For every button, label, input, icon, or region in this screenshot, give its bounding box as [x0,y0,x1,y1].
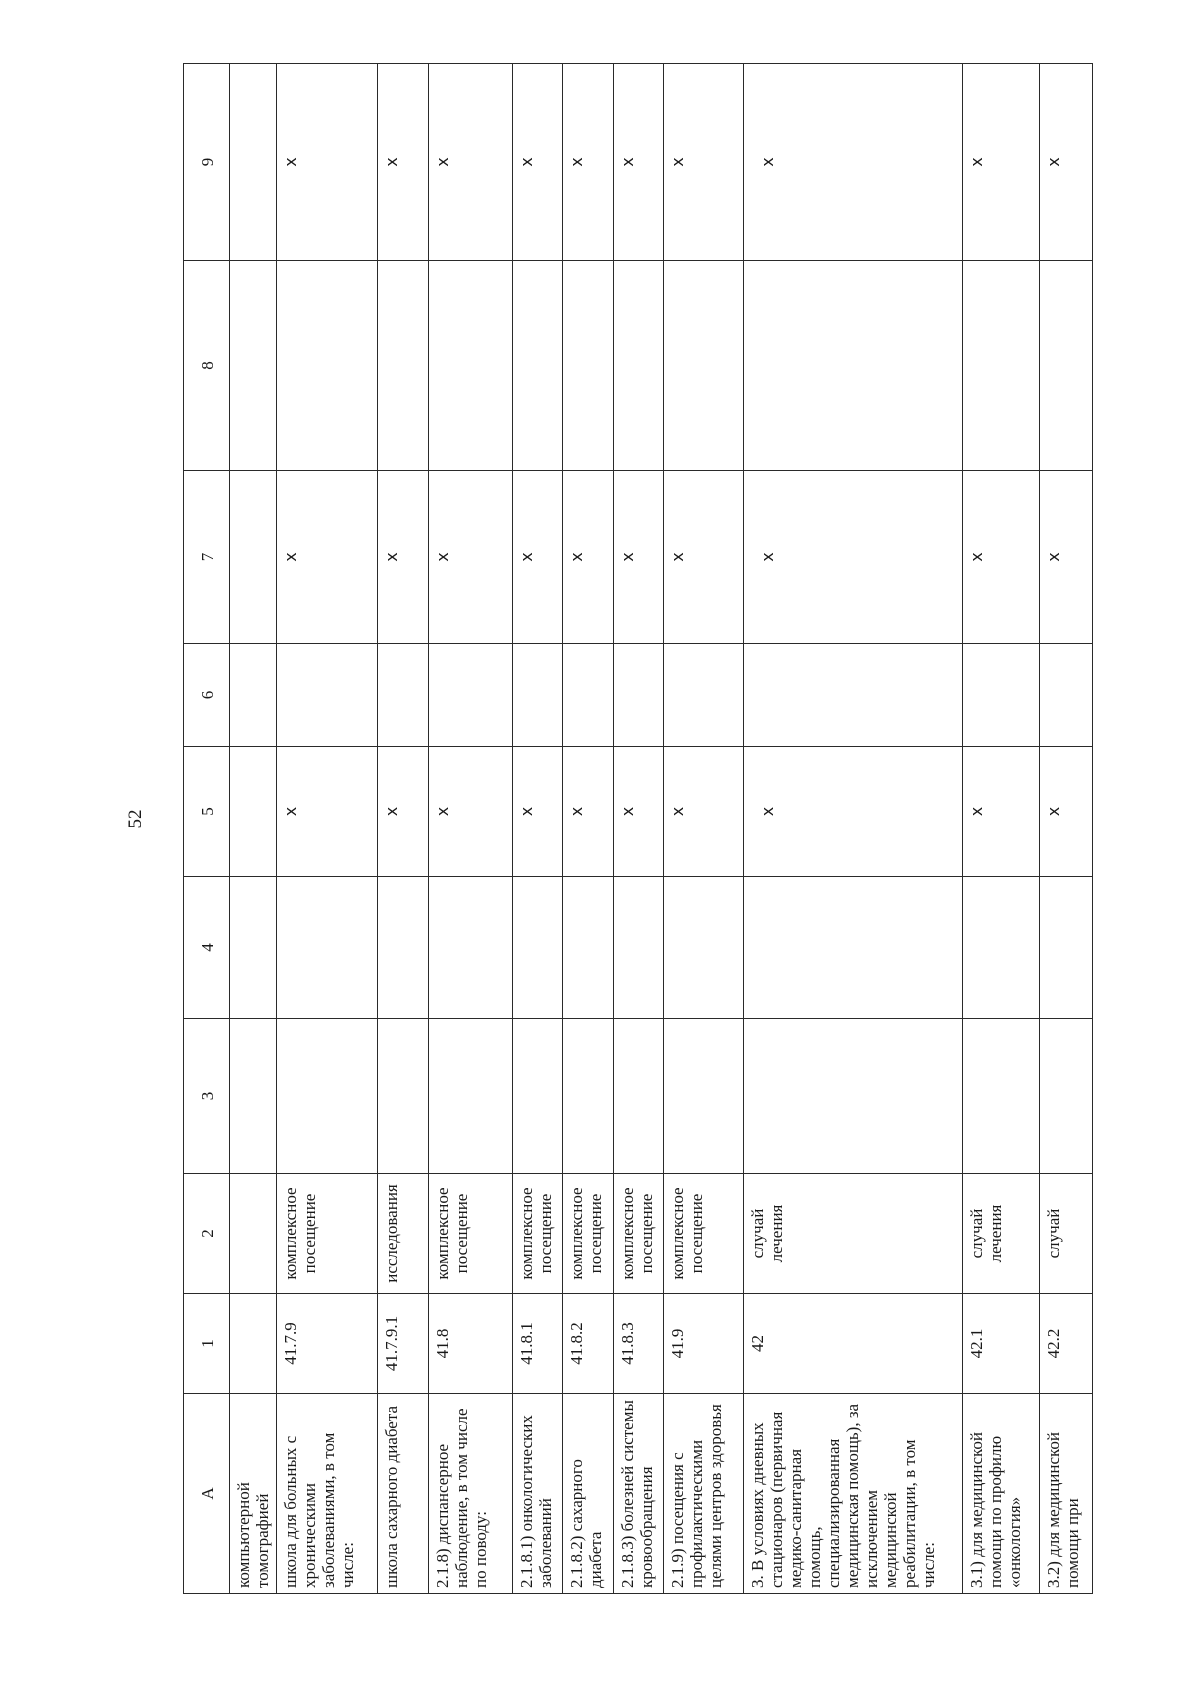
cell-6 [613,644,663,747]
row-code: 41.8.2 [563,1294,613,1394]
cell-5 [613,747,663,877]
cell-mark: х [382,552,402,562]
row-code: 42.2 [1040,1294,1093,1394]
cell-7 [378,471,428,644]
cell-mark: х [516,157,536,167]
row-code: 41.8 [428,1294,512,1394]
cell-8 [1040,261,1093,471]
row-code: 41.9 [664,1294,744,1394]
header-row [184,64,230,1594]
cell-6 [277,644,378,747]
rotated-table-container [183,64,1093,1594]
cell-3 [563,1019,613,1174]
row-code: 41.8.3 [613,1294,663,1394]
cell-5 [962,747,1040,877]
row-unit: комплексное посещение [512,1174,562,1294]
table-row [613,64,663,1594]
cell-3 [962,1019,1040,1174]
cell-8 [743,261,962,471]
cell-3 [743,1019,962,1174]
header-cell: 3 [184,1019,230,1174]
cell-4 [428,877,512,1019]
header-cell: 6 [184,644,230,747]
cell-3 [1040,1019,1093,1174]
cell-mark: х [757,157,777,167]
row-label: 2.1.8) диспансерное наблюдение, в том числе по поводу: [428,1394,512,1594]
cell-7 [230,471,277,644]
header-cell: А [184,1394,230,1594]
cell-8 [230,261,277,471]
cell-mark: х [567,157,587,167]
cell-8 [613,261,663,471]
data-table [183,63,1093,1594]
cell-mark: х [281,552,301,562]
cell-4 [230,877,277,1019]
cell-6 [428,644,512,747]
header-cell: 1 [184,1294,230,1394]
cell-9 [613,64,663,261]
cell-7 [962,471,1040,644]
cell-8 [428,261,512,471]
cell-9 [277,64,378,261]
cell-9 [512,64,562,261]
cell-6 [512,644,562,747]
cell-8 [664,261,744,471]
cell-5 [277,747,378,877]
table-row [378,64,428,1594]
row-unit: случай [1040,1174,1093,1294]
cell-5 [378,747,428,877]
cell-6 [664,644,744,747]
header-cell: 5 [184,747,230,877]
cell-3 [428,1019,512,1174]
row-unit: случай лечения [743,1174,962,1294]
row-unit: комплексное посещение [613,1174,663,1294]
cell-5 [512,747,562,877]
table-row [277,64,378,1594]
cell-mark: х [1044,806,1064,817]
cell-mark: х [668,157,688,167]
cell-7 [277,471,378,644]
cell-4 [743,877,962,1019]
cell-4 [613,877,663,1019]
row-label: 2.1.8.2) сахарного диабета [563,1394,613,1594]
cell-mark: х [1044,552,1064,562]
row-unit: комплексное посещение [428,1174,512,1294]
cell-9 [563,64,613,261]
cell-7 [613,471,663,644]
table-row [428,64,512,1594]
row-unit: комплексное посещение [664,1174,744,1294]
header-cell: 2 [184,1174,230,1294]
table-row [1040,64,1093,1594]
header-cell: 4 [184,877,230,1019]
cell-9 [743,64,962,261]
row-unit: исследования [378,1174,428,1294]
table-row [962,64,1040,1594]
cell-9 [1040,64,1093,261]
cell-mark: х [516,806,536,817]
cell-mark: х [668,806,688,817]
row-code: 42 [743,1294,962,1394]
row-label: школа для больных с хроническими заболеваниями, в том числе: [277,1394,378,1594]
cell-5 [743,747,962,877]
cell-5 [664,747,744,877]
cell-3 [230,1019,277,1174]
cell-6 [962,644,1040,747]
cell-mark: х [757,552,777,562]
cell-mark: х [617,806,637,817]
header-cell: 8 [184,261,230,471]
cell-mark: х [432,806,452,817]
cell-9 [378,64,428,261]
row-label: школа сахарного диабета [378,1394,428,1594]
cell-3 [664,1019,744,1174]
cell-mark: х [567,806,587,817]
cell-mark: х [432,552,452,562]
cell-4 [277,877,378,1019]
row-label: 3.2) для медицинской помощи при [1040,1394,1093,1594]
cell-9 [664,64,744,261]
header-cell: 9 [184,64,230,261]
cell-7 [563,471,613,644]
row-label: 3.1) для медицинской помощи по профилю «онкология» [962,1394,1040,1594]
table-row [563,64,613,1594]
cell-mark: х [1044,157,1064,167]
cell-6 [743,644,962,747]
cell-4 [1040,877,1093,1019]
cell-7 [428,471,512,644]
cell-5 [230,747,277,877]
cell-5 [428,747,512,877]
cell-4 [512,877,562,1019]
cell-6 [563,644,613,747]
cell-mark: х [281,157,301,167]
table-row [743,64,962,1594]
cell-mark: х [668,552,688,562]
row-unit [230,1174,277,1294]
cell-mark: х [281,806,301,817]
table-row [230,64,277,1594]
cell-7 [664,471,744,644]
row-unit: случай лечения [962,1174,1040,1294]
table-row [512,64,562,1594]
cell-9 [230,64,277,261]
cell-8 [378,261,428,471]
cell-4 [664,877,744,1019]
cell-mark: х [567,552,587,562]
header-cell: 7 [184,471,230,644]
cell-mark: х [516,552,536,562]
cell-3 [277,1019,378,1174]
cell-7 [743,471,962,644]
cell-mark: х [966,806,986,817]
cell-8 [962,261,1040,471]
row-unit: комплексное посещение [563,1174,613,1294]
cell-3 [512,1019,562,1174]
cell-5 [1040,747,1093,877]
cell-4 [563,877,613,1019]
row-label: 2.1.8.3) болезней системы кровообращения [613,1394,663,1594]
cell-mark: х [617,157,637,167]
row-label: 2.1.9) посещения с профилактическими целями центров здоровья [664,1394,744,1594]
cell-mark: х [432,157,452,167]
cell-3 [613,1019,663,1174]
row-label: 3. В условиях дневных стационаров (первичная медико-санитарная помощь, специализированная медицинская помощь), за исключением медицинской реабилитации, в том числе: [743,1394,962,1594]
row-code: 42.1 [962,1294,1040,1394]
cell-mark: х [382,806,402,817]
cell-5 [563,747,613,877]
table-row [664,64,744,1594]
row-code: 41.8.1 [512,1294,562,1394]
cell-mark: х [617,552,637,562]
cell-6 [378,644,428,747]
cell-3 [378,1019,428,1174]
cell-4 [378,877,428,1019]
cell-6 [1040,644,1093,747]
row-label: компьютерной томографией [230,1394,277,1594]
row-label: 2.1.8.1) онкологических заболеваний [512,1394,562,1594]
page-number: 52 [125,809,146,829]
cell-7 [1040,471,1093,644]
cell-8 [563,261,613,471]
row-unit: комплексное посещение [277,1174,378,1294]
cell-8 [512,261,562,471]
cell-mark: х [757,806,777,817]
cell-8 [277,261,378,471]
row-code: 41.7.9.1 [378,1294,428,1394]
cell-mark: х [382,157,402,167]
cell-mark: х [966,157,986,167]
cell-6 [230,644,277,747]
cell-9 [962,64,1040,261]
cell-7 [512,471,562,644]
row-code [230,1294,277,1394]
row-code: 41.7.9 [277,1294,378,1394]
cell-9 [428,64,512,261]
cell-mark: х [966,552,986,562]
cell-4 [962,877,1040,1019]
